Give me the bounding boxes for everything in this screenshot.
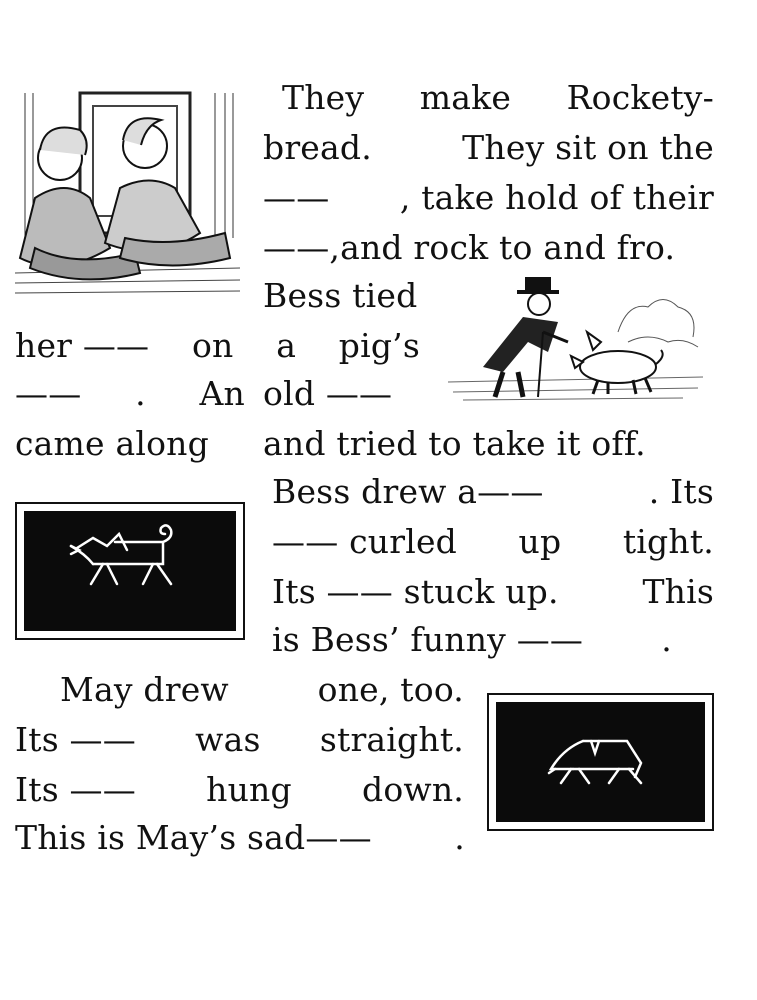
text-line-9 — [272, 472, 714, 512]
blank: —— — [263, 178, 330, 217]
word: old —— — [263, 374, 393, 413]
blank: —— — [15, 374, 82, 413]
text-line-16 — [15, 818, 465, 858]
text-line-7a — [15, 374, 245, 414]
word: make — [419, 78, 512, 117]
word: —— curled — [272, 522, 458, 561]
word: Bess tied — [263, 276, 418, 315]
text-line-14 — [15, 720, 464, 760]
word: They — [282, 78, 365, 117]
text-line-8a — [15, 424, 245, 464]
text-line-15 — [15, 770, 464, 810]
word: Its —— — [15, 770, 136, 809]
text-line-10 — [272, 522, 714, 562]
word: . — [454, 818, 465, 857]
word: is Bess’ funny —— — [272, 620, 584, 659]
word: her —— — [15, 326, 150, 365]
word: , take hold of their — [399, 178, 714, 217]
word: on — [191, 326, 234, 365]
text-line-7b — [263, 374, 423, 414]
text-line-4 — [263, 228, 714, 268]
text-line-2 — [263, 128, 714, 168]
word: May drew — [60, 670, 229, 709]
may-pig-chalkboard — [487, 693, 714, 831]
bess-pig-chalkboard — [15, 502, 245, 640]
text-line-6 — [15, 326, 420, 366]
text-line-1 — [282, 78, 714, 118]
word: straight. — [319, 720, 464, 759]
word: ——,and rock to and fro. — [263, 228, 676, 267]
word: Bess drew a—— — [272, 472, 544, 511]
word: This is May’s sad—— — [15, 818, 372, 857]
word: down. — [362, 770, 464, 809]
text-line-12 — [272, 620, 672, 660]
word: a — [276, 326, 297, 365]
word: up — [518, 522, 562, 561]
word: Rockety- — [566, 78, 714, 117]
word: one, too. — [317, 670, 464, 709]
text-line-3 — [263, 178, 714, 218]
word: An — [199, 374, 245, 413]
text-line-5 — [263, 276, 433, 316]
word: and tried to take it off. — [263, 424, 646, 463]
girls-rocking-illustration — [15, 88, 240, 303]
word: . — [661, 620, 672, 659]
text-line-8b — [263, 424, 714, 464]
word: . Its — [648, 472, 714, 511]
word: bread. — [263, 128, 372, 167]
word: hung — [206, 770, 292, 809]
word: tight. — [622, 522, 714, 561]
word: came along — [15, 424, 209, 463]
text-line-11 — [272, 572, 714, 612]
text-line-13 — [60, 670, 464, 710]
word: . — [135, 374, 146, 413]
old-man-pig-illustration — [443, 272, 708, 412]
word: They sit on the — [462, 128, 714, 167]
word: Its —— — [15, 720, 136, 759]
word: This — [642, 572, 714, 611]
word: pig’s — [338, 326, 420, 365]
word: Its —— stuck up. — [272, 572, 559, 611]
word: was — [195, 720, 261, 759]
